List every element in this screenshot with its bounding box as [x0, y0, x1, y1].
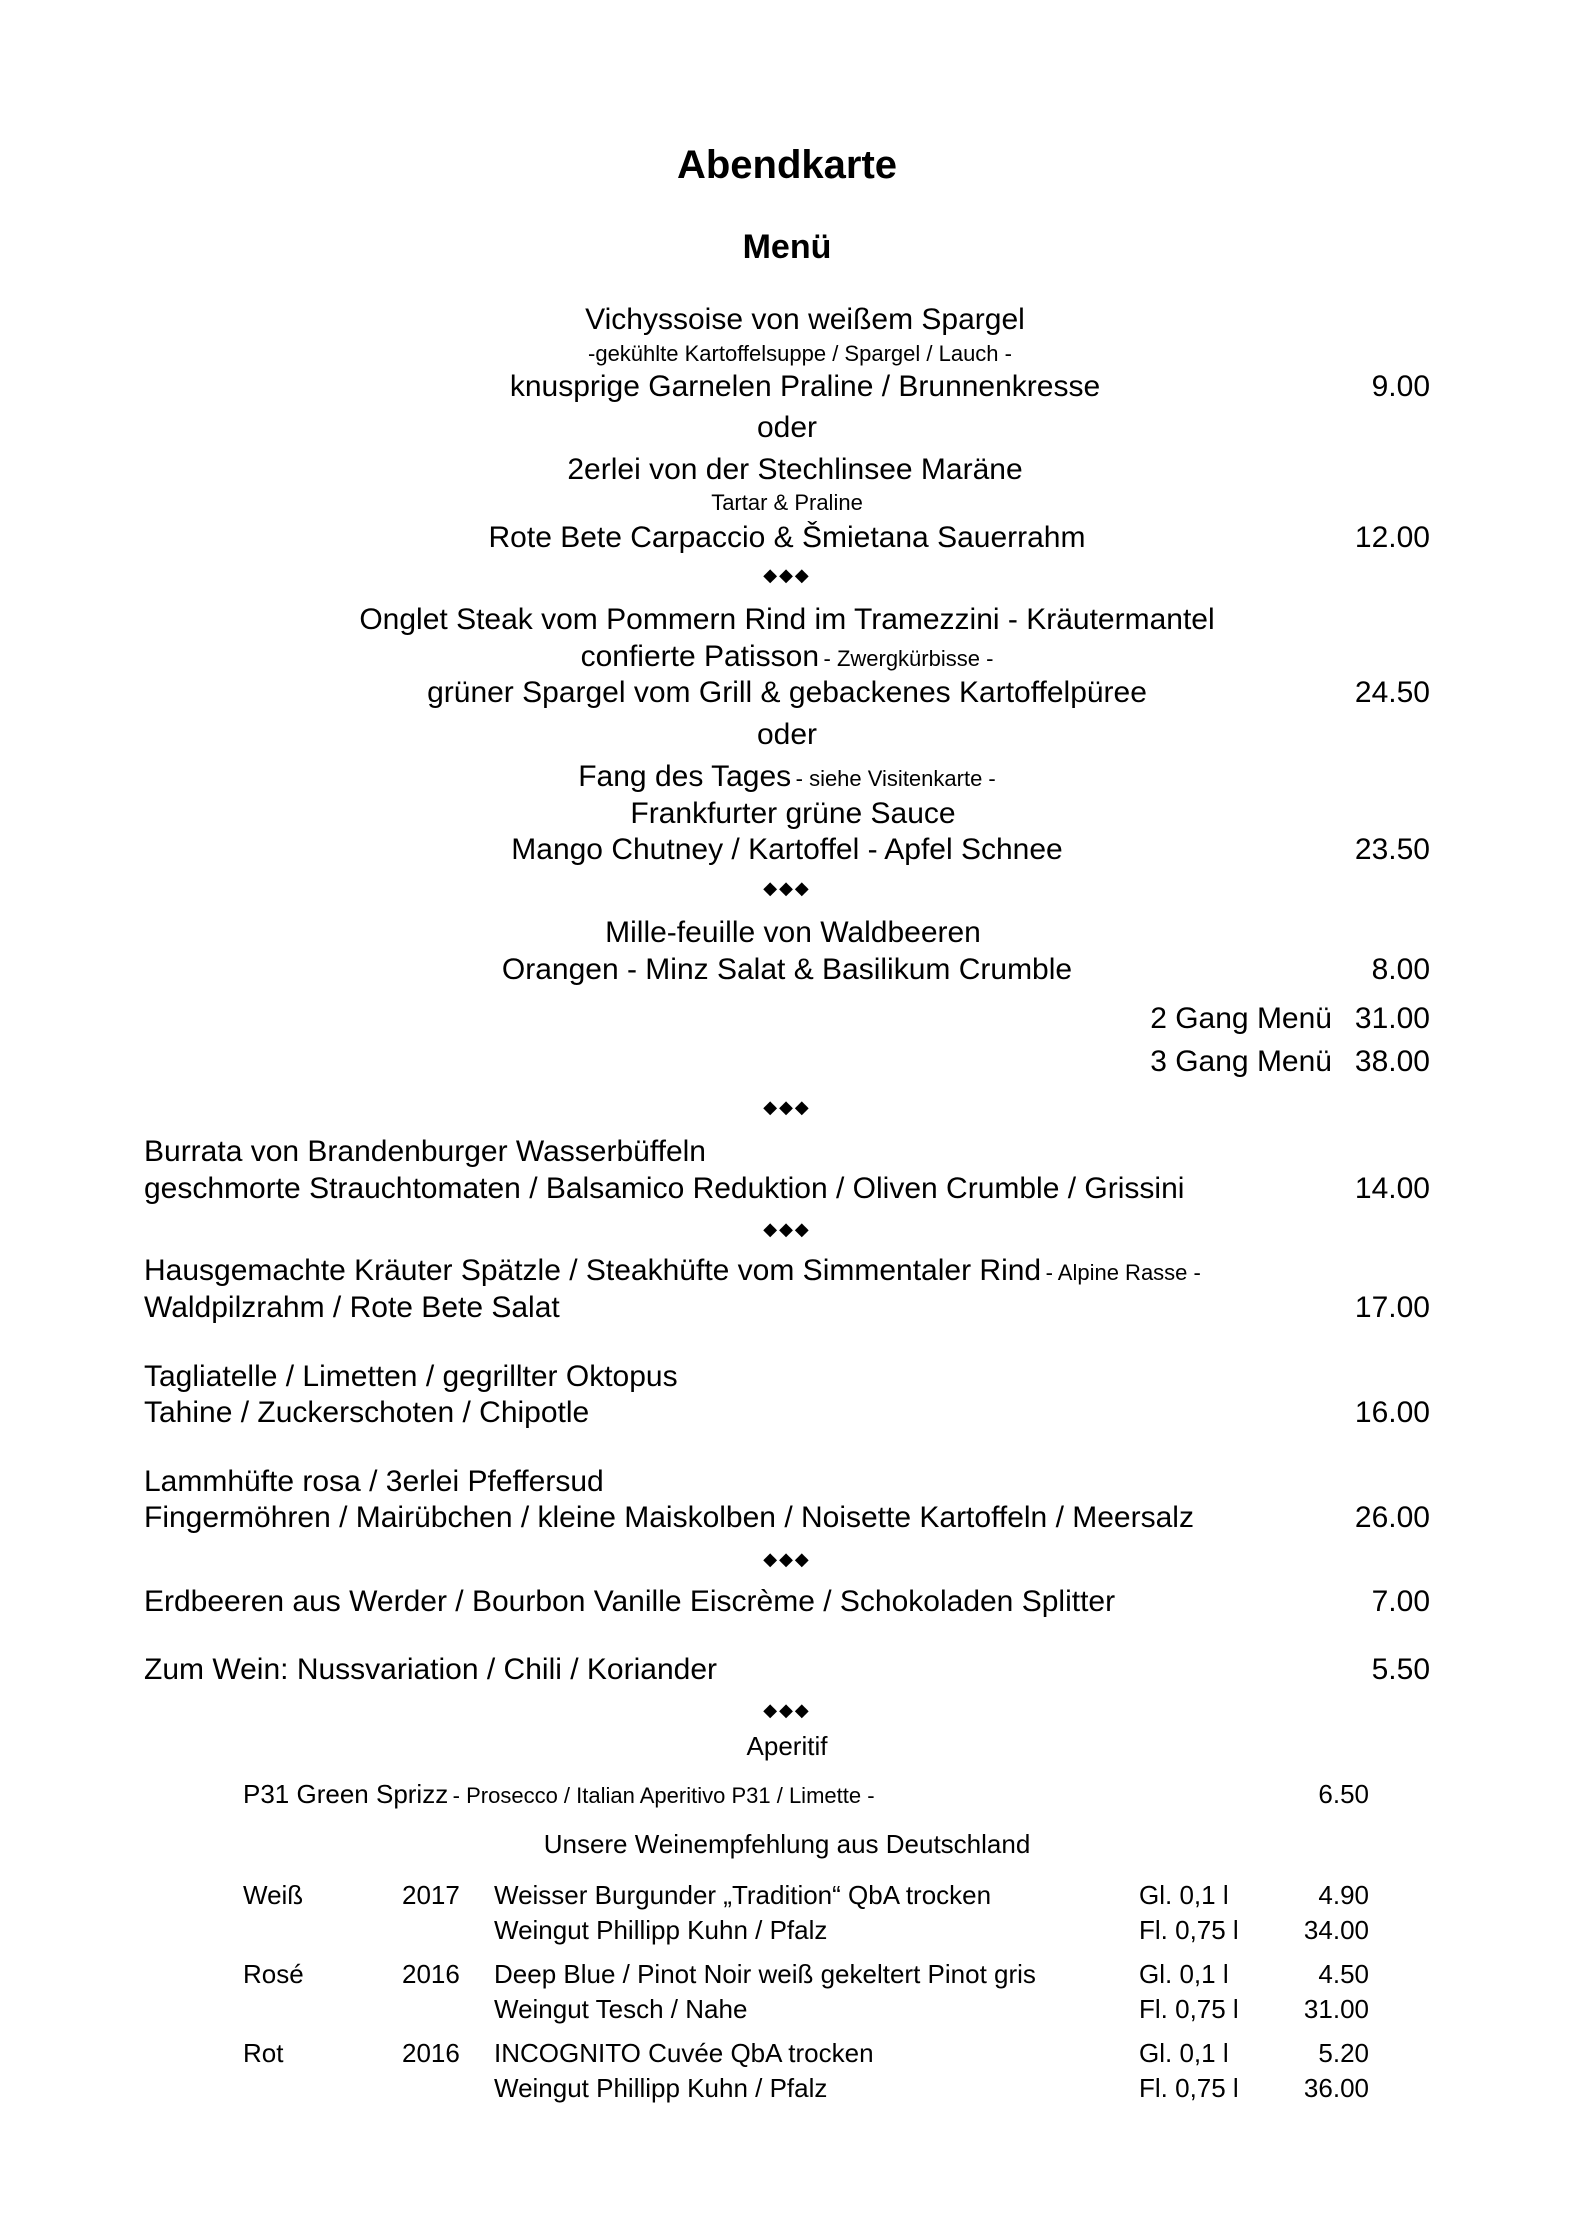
burrata-line1: Burrata von Brandenburger Wasserbüffeln — [144, 1135, 706, 1168]
wine-price-glass: 4.90 — [1318, 1880, 1369, 1910]
erdbeeren-line: Erdbeeren aus Werder / Bourbon Vanille Eiscrème / Schokoladen Splitter — [144, 1585, 1116, 1618]
separator-diamonds: ◆◆◆ — [763, 1549, 811, 1569]
gang2-price: 31.00 — [1354, 1002, 1430, 1035]
menu-heading: Menü — [742, 228, 832, 266]
aperitif-line — [243, 1781, 875, 1807]
wine-price-bottle: 36.00 — [1303, 2073, 1369, 2103]
wine-color: Weiß — [243, 1880, 304, 1910]
main1-price: 24.50 — [1354, 676, 1430, 709]
main2-line2: Frankfurter grüne Sauce — [630, 797, 956, 830]
separator-diamonds: ◆◆◆ — [763, 565, 811, 585]
starter2-desc: Rote Bete Carpaccio & Šmietana Sauerrahm — [488, 521, 1086, 554]
wine-name: INCOGNITO Cuvée QbA trocken — [494, 2038, 874, 2068]
wine-heading: Unsere Weinempfehlung aus Deutschland — [543, 1829, 1031, 1859]
wine-color: Rosé — [243, 1959, 304, 1989]
lamm-line2: Fingermöhren / Mairübchen / kleine Maiskolben / Noisette Kartoffeln / Meersalz — [144, 1501, 1194, 1534]
spaetzle-line1 — [144, 1256, 1201, 1286]
dessert-price: 8.00 — [1371, 953, 1430, 986]
main2-name-small: - siehe Visitenkarte - — [795, 766, 996, 791]
main1-line2-text: confierte Patisson — [580, 640, 820, 673]
separator-diamonds: ◆◆◆ — [763, 1700, 811, 1720]
gang3-price: 38.00 — [1354, 1045, 1430, 1078]
separator-diamonds: ◆◆◆ — [763, 1097, 811, 1117]
main1-name: Onglet Steak vom Pommern Rind im Tramezzini - Kräutermantel — [359, 603, 1215, 636]
wine-size-glass: Gl. 0,1 l — [1139, 1959, 1229, 1989]
main2-price: 23.50 — [1354, 833, 1430, 866]
lamm-price: 26.00 — [1354, 1501, 1430, 1534]
wine-year: 2016 — [402, 2038, 460, 2068]
erdbeeren-price: 7.00 — [1371, 1585, 1430, 1618]
wine-price-bottle: 34.00 — [1303, 1915, 1369, 1945]
main2-name: Fang des Tages — [578, 760, 792, 793]
wine-size-bottle: Fl. 0,75 l — [1139, 1994, 1239, 2024]
starter2-name: 2erlei von der Stechlinsee Maräne — [567, 453, 1023, 486]
wine-size-bottle: Fl. 0,75 l — [1139, 1915, 1239, 1945]
spaetzle-line1-small: - Alpine Rasse - — [1045, 1260, 1201, 1285]
wein-snack-line: Zum Wein: Nussvariation / Chili / Koriander — [144, 1653, 717, 1686]
wine-name: Deep Blue / Pinot Noir weiß gekeltert Pinot gris — [494, 1959, 1036, 1989]
burrata-price: 14.00 — [1354, 1172, 1430, 1205]
starter1-desc: knusprige Garnelen Praline / Brunnenkresse — [509, 370, 1101, 403]
dessert-desc: Orangen - Minz Salat & Basilikum Crumble — [501, 953, 1073, 986]
wine-color: Rot — [243, 2038, 284, 2068]
tagliatelle-line2: Tahine / Zuckerschoten / Chipotle — [144, 1396, 590, 1429]
separator-diamonds: ◆◆◆ — [763, 1219, 811, 1239]
wine-producer: Weingut Tesch / Nahe — [494, 1994, 748, 2024]
dessert-name: Mille-feuille von Waldbeeren — [605, 916, 981, 949]
wine-producer: Weingut Phillipp Kuhn / Pfalz — [494, 2073, 828, 2103]
page-title: Abendkarte — [676, 143, 898, 187]
wine-name: Weisser Burgunder „Tradition“ QbA trocken — [494, 1880, 992, 1910]
main1-line2 — [581, 642, 994, 672]
starter1-price: 9.00 — [1371, 370, 1430, 403]
aperitif-desc: - Prosecco / Italian Aperitivo P31 / Limette - — [452, 1783, 875, 1808]
lamm-line1: Lammhüfte rosa / 3erlei Pfeffersud — [144, 1465, 604, 1498]
wine-size-bottle: Fl. 0,75 l — [1139, 2073, 1239, 2103]
aperitif-price: 6.50 — [1318, 1779, 1369, 1809]
wein-snack-price: 5.50 — [1371, 1653, 1430, 1686]
wine-price-glass: 4.50 — [1318, 1959, 1369, 1989]
separator-diamonds: ◆◆◆ — [763, 878, 811, 898]
gang2-label: 2 Gang Menü — [1150, 1002, 1332, 1035]
wine-producer: Weingut Phillipp Kuhn / Pfalz — [494, 1915, 828, 1945]
or-divider-1: oder — [756, 411, 818, 444]
main1-desc: grüner Spargel vom Grill & gebackenes Kartoffelpüree — [427, 676, 1147, 709]
main1-line2-small: - Zwergkürbisse - — [823, 646, 994, 671]
wine-price-bottle: 31.00 — [1303, 1994, 1369, 2024]
main2-name-line — [578, 762, 996, 792]
wine-size-glass: Gl. 0,1 l — [1139, 2038, 1229, 2068]
or-divider-2: oder — [756, 718, 818, 751]
wine-year: 2017 — [402, 1880, 460, 1910]
starter1-name: Vichyssoise von weißem Spargel — [585, 303, 1025, 336]
main2-desc: Mango Chutney / Kartoffel - Apfel Schnee — [511, 833, 1063, 866]
aperitif-name: P31 Green Sprizz — [243, 1779, 449, 1809]
spaetzle-line1-text: Hausgemachte Kräuter Spätzle / Steakhüfte vom Simmentaler Rind — [144, 1254, 1042, 1287]
burrata-line2: geschmorte Strauchtomaten / Balsamico Reduktion / Oliven Crumble / Grissini — [144, 1172, 1185, 1205]
wine-size-glass: Gl. 0,1 l — [1139, 1880, 1229, 1910]
aperitif-heading: Aperitif — [746, 1731, 828, 1761]
starter2-price: 12.00 — [1354, 521, 1430, 554]
spaetzle-line2: Waldpilzrahm / Rote Bete Salat — [144, 1291, 560, 1324]
wine-year: 2016 — [402, 1959, 460, 1989]
starter2-sub: Tartar & Praline — [711, 490, 863, 515]
gang3-label: 3 Gang Menü — [1150, 1045, 1332, 1078]
starter1-sub: -gekühlte Kartoffelsuppe / Spargel / Lauch - — [588, 341, 1012, 366]
spaetzle-price: 17.00 — [1354, 1291, 1430, 1324]
tagliatelle-line1: Tagliatelle / Limetten / gegrillter Oktopus — [144, 1360, 678, 1393]
tagliatelle-price: 16.00 — [1354, 1396, 1430, 1429]
wine-price-glass: 5.20 — [1318, 2038, 1369, 2068]
